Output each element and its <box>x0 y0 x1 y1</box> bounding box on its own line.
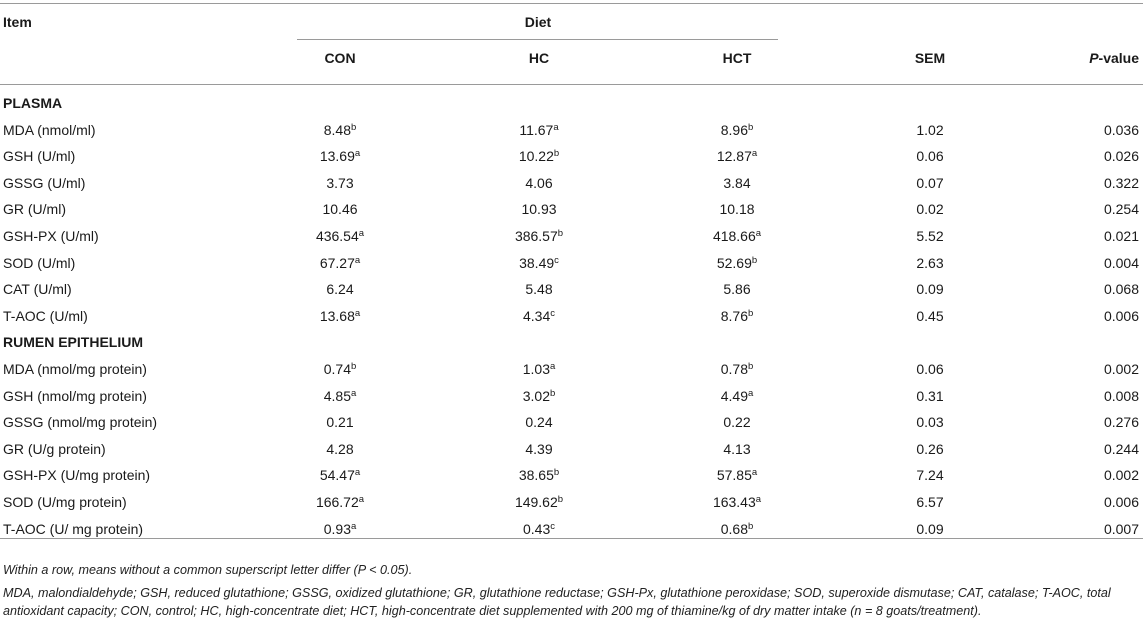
value: 12.87 <box>716 148 752 165</box>
value: 4.39 <box>525 440 553 457</box>
cell-hct <box>721 308 754 325</box>
p-italic: P <box>1089 50 1099 66</box>
value: 38.65 <box>518 467 554 484</box>
value: 0.24 <box>525 414 553 431</box>
cell-con <box>324 122 357 139</box>
cell-p <box>1104 175 1139 192</box>
value: 163.43 <box>712 494 756 510</box>
cell-con <box>326 281 353 298</box>
header-rule <box>0 84 1143 85</box>
value: 1.03 <box>522 361 550 377</box>
superscript: a <box>354 307 361 319</box>
superscript: b <box>350 121 357 133</box>
cell-hc <box>521 201 556 218</box>
cell-sem <box>916 361 943 378</box>
cell-p <box>1104 308 1139 325</box>
superscript: b <box>747 361 754 372</box>
cell-sem <box>916 281 943 298</box>
cell-p <box>1104 441 1139 458</box>
value: 10.18 <box>719 201 755 218</box>
cell-hct <box>719 201 754 218</box>
cell-sem <box>916 175 943 192</box>
value: 0.002 <box>1103 467 1139 484</box>
cell-hc <box>519 255 559 272</box>
superscript: b <box>751 254 758 266</box>
value: 0.244 <box>1103 440 1139 457</box>
superscript: a <box>549 361 556 372</box>
superscript: a <box>751 148 758 160</box>
superscript: b <box>553 148 560 160</box>
cell-hc <box>525 175 552 192</box>
value: 418.66 <box>712 228 756 244</box>
cell-con <box>316 494 364 511</box>
superscript: c <box>554 254 559 266</box>
value: 0.07 <box>916 174 944 191</box>
value: 3.84 <box>723 174 751 191</box>
superscript: a <box>354 254 361 266</box>
value: 0.06 <box>916 361 944 377</box>
bottom-rule <box>0 538 1143 539</box>
cell-sem <box>916 414 943 431</box>
value: 10.22 <box>518 148 554 165</box>
superscript: a <box>354 467 361 479</box>
value: 10.93 <box>521 201 557 218</box>
row-item-label: T-AOC (U/ mg protein) <box>3 520 144 537</box>
row-item-label: SOD (U/ml) <box>3 254 76 271</box>
value: 7.24 <box>916 467 944 484</box>
cell-p <box>1104 228 1139 245</box>
row-item-label: GR (U/ml) <box>3 201 66 218</box>
value: 149.62 <box>514 494 558 510</box>
value: 10.46 <box>322 201 358 218</box>
cell-hc <box>523 521 555 538</box>
cell-hct <box>717 467 757 484</box>
cell-con <box>320 148 360 165</box>
value: 1.02 <box>916 121 944 138</box>
cell-hc <box>515 494 563 511</box>
row-item-label: GSH (nmol/mg protein) <box>3 387 147 404</box>
cell-hct <box>721 122 754 139</box>
superscript: a <box>350 520 357 532</box>
value: 4.28 <box>326 440 354 457</box>
cell-con <box>320 467 360 484</box>
value: 5.48 <box>525 281 553 298</box>
superscript: a <box>747 387 754 399</box>
value: 8.76 <box>720 307 748 324</box>
superscript: a <box>751 467 758 479</box>
superscript: a <box>755 228 762 239</box>
superscript: a <box>755 494 762 505</box>
cell-p <box>1104 122 1139 139</box>
cell-p <box>1104 148 1139 165</box>
cell-hc <box>525 414 552 431</box>
value: 0.068 <box>1103 281 1139 298</box>
cell-hct <box>721 388 754 405</box>
row-item-label: GSSG (nmol/mg protein) <box>3 414 158 431</box>
value: 5.86 <box>723 281 751 298</box>
cell-p <box>1104 414 1139 431</box>
value: 8.96 <box>720 121 748 138</box>
cell-con <box>326 175 353 192</box>
cell-hct <box>723 175 750 192</box>
value: 6.24 <box>326 281 354 298</box>
value: 0.45 <box>916 307 944 324</box>
value: 0.74 <box>323 361 351 377</box>
row-item-label: SOD (U/mg protein) <box>3 494 127 510</box>
row-item-label: GSSG (U/ml) <box>3 174 86 191</box>
value: 0.036 <box>1103 121 1139 138</box>
cell-con <box>316 228 364 245</box>
cell-p <box>1104 201 1139 218</box>
cell-sem <box>916 388 943 405</box>
superscript: b <box>747 121 754 133</box>
cell-hc <box>525 441 552 458</box>
row-item-label: GSH (U/ml) <box>3 148 76 165</box>
value: 4.85 <box>323 387 351 404</box>
value: 13.68 <box>319 307 355 324</box>
value: 0.09 <box>916 520 944 537</box>
p-suffix: -value <box>1098 50 1139 66</box>
value: 0.31 <box>916 387 944 404</box>
row-item-label: GR (U/g protein) <box>3 440 106 457</box>
value: 57.85 <box>716 467 752 484</box>
superscript: b <box>549 387 556 399</box>
cell-hc <box>523 361 556 378</box>
value: 436.54 <box>315 228 359 244</box>
cell-sem <box>916 148 943 165</box>
value: 6.57 <box>916 494 944 510</box>
cell-con <box>324 521 357 538</box>
cell-sem <box>916 521 943 538</box>
value: 0.002 <box>1103 361 1139 377</box>
value: 38.49 <box>519 254 555 271</box>
cell-hct <box>721 521 754 538</box>
cell-con <box>326 414 353 431</box>
section-title: RUMEN EPITHELIUM <box>3 334 143 351</box>
superscript: a <box>358 494 365 505</box>
header-sem: SEM <box>914 50 946 66</box>
superscript: a <box>354 148 361 160</box>
cell-hct <box>717 148 757 165</box>
value: 5.52 <box>916 228 944 244</box>
cell-sem <box>916 255 943 272</box>
value: 0.008 <box>1103 387 1139 404</box>
row-item-label: CAT (U/ml) <box>3 281 72 298</box>
cell-hct <box>713 228 761 245</box>
value: 52.69 <box>716 254 752 271</box>
value: 0.006 <box>1103 307 1139 324</box>
header-item: Item <box>3 14 32 30</box>
superscript: b <box>557 494 564 505</box>
value: 67.27 <box>319 254 355 271</box>
superscript: a <box>553 121 559 133</box>
cell-p <box>1104 388 1139 405</box>
cell-con <box>324 361 357 378</box>
header-p-value <box>1089 50 1139 67</box>
value: 0.026 <box>1103 148 1139 165</box>
value: 0.007 <box>1103 520 1139 537</box>
value: 0.322 <box>1103 174 1139 191</box>
row-item-label: GSH-PX (U/ml) <box>3 228 99 244</box>
value: 0.02 <box>916 201 944 218</box>
value: 0.21 <box>326 414 354 431</box>
value: 0.22 <box>723 414 751 431</box>
cell-sem <box>916 308 943 325</box>
footnote-significance: Within a row, means without a common superscript letter differ (P < 0.05). <box>3 563 413 577</box>
cell-con <box>324 388 357 405</box>
superscript: a <box>350 387 357 399</box>
cell-sem <box>916 494 943 511</box>
value: 166.72 <box>315 494 359 510</box>
superscript: a <box>358 228 365 239</box>
cell-sem <box>916 228 943 245</box>
value: 0.276 <box>1103 414 1139 431</box>
value: 3.02 <box>522 387 550 404</box>
superscript: b <box>747 520 754 532</box>
value: 4.13 <box>723 440 751 457</box>
value: 0.26 <box>916 440 944 457</box>
cell-sem <box>916 201 943 218</box>
cell-hct <box>723 414 750 431</box>
top-rule <box>0 3 1143 4</box>
header-hc: HC <box>528 50 550 66</box>
value: 0.78 <box>720 361 748 377</box>
cell-hct <box>717 255 757 272</box>
header-hct: HCT <box>722 50 752 66</box>
cell-hct <box>713 494 761 511</box>
diet-underline <box>297 39 778 40</box>
value: 0.004 <box>1103 254 1139 271</box>
cell-hct <box>721 361 754 378</box>
cell-p <box>1104 494 1139 511</box>
cell-p <box>1104 361 1139 378</box>
cell-hc <box>515 228 563 245</box>
cell-hc <box>519 122 558 139</box>
value: 8.48 <box>323 121 351 138</box>
value: 386.57 <box>514 228 558 244</box>
cell-sem <box>916 467 943 484</box>
cell-hc <box>523 308 555 325</box>
cell-con <box>320 255 360 272</box>
value: 0.43 <box>523 520 551 537</box>
value: 0.06 <box>916 148 944 165</box>
superscript: b <box>557 228 564 239</box>
superscript: c <box>550 520 555 532</box>
cell-hc <box>519 148 559 165</box>
value: 4.06 <box>525 174 553 191</box>
cell-con <box>320 308 360 325</box>
row-item-label: GSH-PX (U/mg protein) <box>3 467 151 484</box>
superscript: b <box>350 361 357 372</box>
cell-p <box>1104 255 1139 272</box>
section-title: PLASMA <box>3 95 63 111</box>
cell-hc <box>523 388 556 405</box>
row-item-label: T-AOC (U/ml) <box>3 307 88 324</box>
cell-con <box>322 201 357 218</box>
value: 0.03 <box>916 414 944 431</box>
cell-hc <box>525 281 552 298</box>
cell-sem <box>916 122 943 139</box>
value: 13.69 <box>319 148 355 165</box>
cell-p <box>1104 467 1139 484</box>
header-diet: Diet <box>524 14 552 30</box>
value: 0.006 <box>1103 494 1139 510</box>
row-item-label: MDA (nmol/mg protein) <box>3 361 147 377</box>
cell-con <box>326 441 353 458</box>
cell-sem <box>916 441 943 458</box>
superscript: b <box>747 307 754 319</box>
cell-hct <box>723 281 750 298</box>
value: 0.254 <box>1103 201 1139 218</box>
value: 0.021 <box>1103 228 1139 244</box>
header-con: CON <box>324 50 356 66</box>
value: 54.47 <box>319 467 355 484</box>
superscript: c <box>550 307 555 319</box>
cell-hc <box>519 467 559 484</box>
value: 0.68 <box>720 520 748 537</box>
row-item-label: MDA (nmol/ml) <box>3 121 96 138</box>
value: 4.34 <box>523 307 551 324</box>
footnote-abbreviations: MDA, malondialdehyde; GSH, reduced glutathione; GSSG, oxidized glutathione; GR, glutathione reductase; GSH-Px, glutathione peroxidase; SOD, superoxide dismutase; CAT, catalase; T-AOC, total antioxidant capacity; CON, control; HC, high-concentrate diet; HCT, high-concentrate diet supplemented with 200 mg of thiamine/kg of dry matter intake (n = 8 goats/treatment). <box>3 586 1111 618</box>
superscript: b <box>553 467 560 479</box>
value: 0.93 <box>323 520 351 537</box>
value: 3.73 <box>326 174 354 191</box>
cell-p <box>1104 281 1139 298</box>
cell-hct <box>723 441 750 458</box>
cell-p <box>1104 521 1139 538</box>
value: 2.63 <box>916 254 944 271</box>
value: 0.09 <box>916 281 944 298</box>
value: 11.67 <box>519 121 554 138</box>
value: 4.49 <box>720 387 748 404</box>
